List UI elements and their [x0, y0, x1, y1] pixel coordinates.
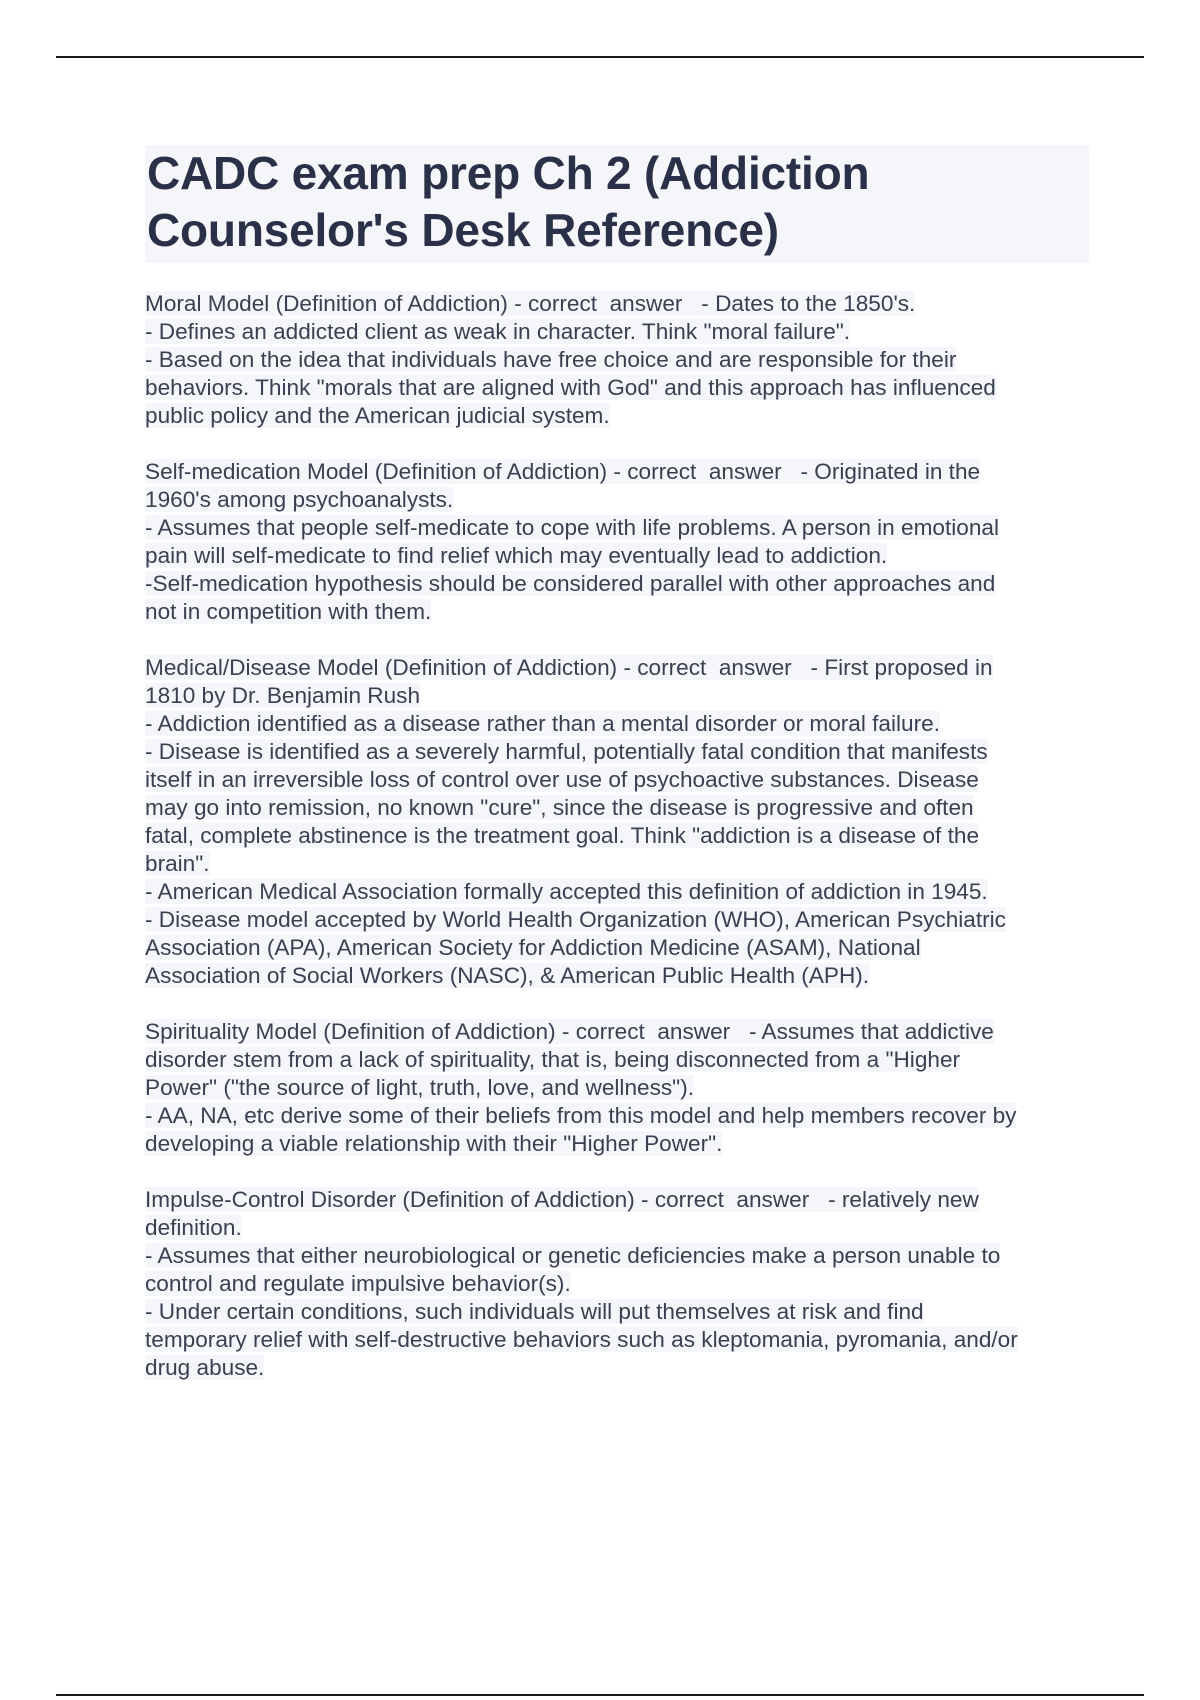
entry-definition-line	[145, 1102, 1089, 1130]
text-line: Medical/Disease Model (Definition of Addiction) - correct answer - First proposed in	[145, 655, 993, 680]
entry-term-line	[145, 1186, 1089, 1214]
flashcard-list	[145, 290, 1089, 1382]
text-line: brain".	[145, 851, 210, 876]
text-line: Self-medication Model (Definition of Addiction) - correct answer - Originated in the	[145, 459, 981, 484]
entry-impulse-control-disorder	[145, 1186, 1089, 1382]
entry-self-medication-model	[145, 458, 1089, 626]
text-line: - Defines an addicted client as weak in character. Think "moral failure".	[145, 319, 851, 344]
entry-definition-line	[145, 1326, 1089, 1354]
text-line: -Self-medication hypothesis should be considered parallel with other approaches and	[145, 571, 996, 596]
entry-definition-line	[145, 1242, 1089, 1270]
entry-definition-line	[145, 710, 1089, 738]
entry-definition-line	[145, 934, 1089, 962]
entry-definition-line	[145, 542, 1089, 570]
text-line: public policy and the American judicial system.	[145, 403, 610, 428]
text-line: Association of Social Workers (NASC), & American Public Health (APH).	[145, 963, 870, 988]
entry-definition-line	[145, 794, 1089, 822]
text-line: Power" ("the source of light, truth, love, and wellness").	[145, 1075, 694, 1100]
entry-term-line	[145, 290, 1089, 318]
entry-medical-disease-model	[145, 654, 1089, 990]
text-line: 1960's among psychoanalysts.	[145, 487, 454, 512]
entry-definition-line	[145, 906, 1089, 934]
entry-definition-line	[145, 1270, 1089, 1298]
text-line: - AA, NA, etc derive some of their beliefs from this model and help members recover by	[145, 1103, 1017, 1128]
entry-definition-line	[145, 1130, 1089, 1158]
text-line: itself in an irreversible loss of control over use of psychoactive substances. Disease	[145, 767, 979, 792]
text-line: 1810 by Dr. Benjamin Rush	[145, 683, 421, 708]
text-line: - Disease model accepted by World Health Organization (WHO), American Psychiatric	[145, 907, 1006, 932]
entry-definition-line	[145, 514, 1089, 542]
text-line: definition.	[145, 1215, 242, 1240]
text-line: behaviors. Think "morals that are aligned with God" and this approach has influenced	[145, 375, 996, 400]
entry-term-line	[145, 654, 1089, 682]
text-line: - Addiction identified as a disease rather than a mental disorder or moral failure.	[145, 711, 940, 736]
text-line: drug abuse.	[145, 1355, 265, 1380]
text-line: pain will self-medicate to find relief which may eventually lead to addiction.	[145, 543, 888, 568]
text-line: Spirituality Model (Definition of Addiction) - correct answer - Assumes that addictive	[145, 1019, 994, 1044]
entry-definition-line	[145, 738, 1089, 766]
document-title	[145, 145, 1089, 263]
entry-definition-line	[145, 402, 1089, 430]
entry-definition-line	[145, 318, 1089, 346]
title-line-1: CADC exam prep Ch 2 (Addiction	[147, 147, 870, 199]
entry-definition-line	[145, 822, 1089, 850]
text-line: Moral Model (Definition of Addiction) - correct answer - Dates to the 1850's.	[145, 291, 916, 316]
entry-definition-line	[145, 486, 1089, 514]
entry-definition-line	[145, 374, 1089, 402]
entry-definition-line	[145, 1046, 1089, 1074]
text-line: - Assumes that either neurobiological or genetic deficiencies make a person unable to	[145, 1243, 1001, 1268]
entry-term-line	[145, 1018, 1089, 1046]
text-line: - Based on the idea that individuals have free choice and are responsible for their	[145, 347, 957, 372]
entry-definition-line	[145, 598, 1089, 626]
entry-definition-line	[145, 1074, 1089, 1102]
text-line: Association (APA), American Society for Addiction Medicine (ASAM), National	[145, 935, 921, 960]
text-line: fatal, complete abstinence is the treatment goal. Think "addiction is a disease of the	[145, 823, 980, 848]
title-line-2: Counselor's Desk Reference)	[147, 204, 779, 256]
entry-definition-line	[145, 1298, 1089, 1326]
entry-definition-line	[145, 962, 1089, 990]
entry-definition-line	[145, 850, 1089, 878]
entry-definition-line	[145, 346, 1089, 374]
entry-definition-line	[145, 682, 1089, 710]
text-line: control and regulate impulsive behavior(s).	[145, 1271, 571, 1296]
entry-moral-model	[145, 290, 1089, 430]
entry-definition-line	[145, 1214, 1089, 1242]
entry-definition-line	[145, 878, 1089, 906]
text-line: - American Medical Association formally accepted this definition of addiction in 1945.	[145, 879, 988, 904]
entry-term-line	[145, 458, 1089, 486]
text-line: - Assumes that people self-medicate to cope with life problems. A person in emotional	[145, 515, 999, 540]
document-body	[145, 145, 1089, 1410]
top-divider	[56, 56, 1144, 58]
text-line: may go into remission, no known "cure", since the disease is progressive and often	[145, 795, 974, 820]
entry-definition-line	[145, 1354, 1089, 1382]
text-line: disorder stem from a lack of spirituality, that is, being disconnected from a "Higher	[145, 1047, 961, 1072]
text-line: developing a viable relationship with their "Higher Power".	[145, 1131, 723, 1156]
text-line: not in competition with them.	[145, 599, 432, 624]
entry-definition-line	[145, 570, 1089, 598]
text-line: - Under certain conditions, such individuals will put themselves at risk and find	[145, 1299, 924, 1324]
bottom-divider	[56, 1694, 1144, 1696]
entry-spirituality-model	[145, 1018, 1089, 1158]
text-line: Impulse-Control Disorder (Definition of Addiction) - correct answer - relatively new	[145, 1187, 979, 1212]
text-line: - Disease is identified as a severely harmful, potentially fatal condition that manifests	[145, 739, 988, 764]
entry-definition-line	[145, 766, 1089, 794]
text-line: temporary relief with self-destructive behaviors such as kleptomania, pyromania, and/or	[145, 1327, 1018, 1352]
